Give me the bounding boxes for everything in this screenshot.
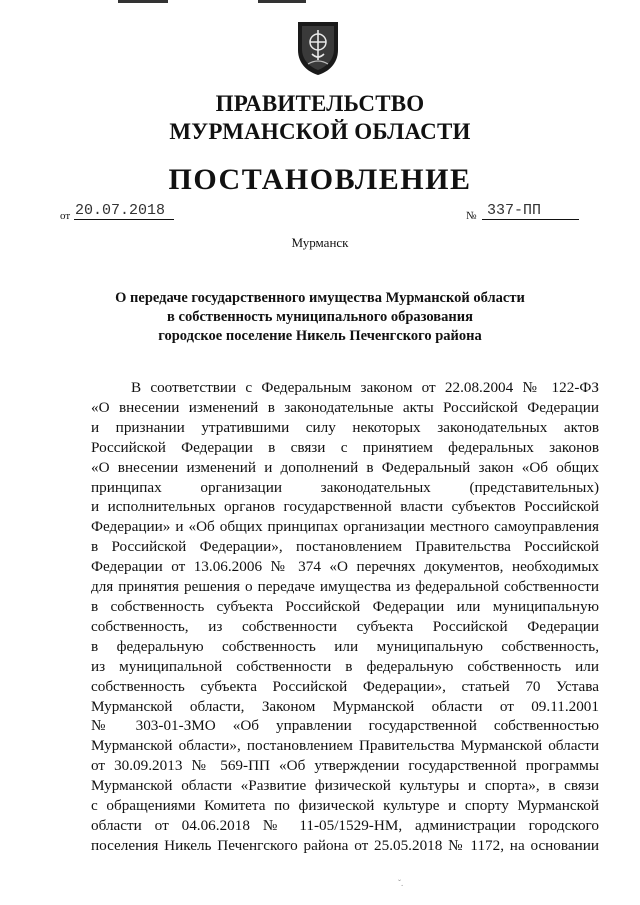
body-line: поселения Никель Печенгского района от 25.05.2018 № 1172, на основании <box>91 836 599 854</box>
body-line: Мурманской области, Законом Мурманской области от 09.11.2001 <box>91 697 599 715</box>
body-line: с обращениями Комитета по физической культуре и спорту Мурманской <box>91 797 599 815</box>
body-line: Федерации от 13.06.2006 № 374 «О перечнях документов, необходимых <box>91 558 599 576</box>
subject-line: в собственность муниципального образования <box>167 309 473 325</box>
body-line: Российской Федерации в связи с принятием федеральных законов <box>91 438 599 456</box>
body-text <box>91 378 599 856</box>
body-line: из муниципальной собственности в федеральную собственность или <box>91 657 599 675</box>
number-prefix: № <box>466 210 477 222</box>
body-line: Мурманской области», постановлением Правительства Мурманской области <box>91 737 599 755</box>
body-line: области от 04.06.2018 № 11-05/1529-НМ, администрации городского <box>91 816 599 834</box>
body-line: № 303-01-ЗМО «Об управлении государственной собственностью <box>91 717 599 735</box>
scan-artifact-left <box>118 0 168 3</box>
body-line: в Российской Федерации», постановлением Правительства Российской <box>91 538 599 556</box>
coat-of-arms-icon <box>296 20 340 76</box>
subject-line: городское поселение Никель Печенгского района <box>158 328 482 344</box>
government-title-line2: МУРМАНСКОЙ ОБЛАСТИ <box>169 119 471 144</box>
body-line: собственность субъекта Российской Федерации», статьей 70 Устава <box>91 677 599 695</box>
body-line: В соответствии с Федеральным законом от 22.08.2004 № 122-ФЗ <box>131 379 599 396</box>
body-line: «О внесении изменений в законодательные акты Российской Федерации <box>91 398 599 416</box>
body-line: от 30.09.2013 № 569-ПП «Об утверждении государственной программы <box>91 757 599 775</box>
scan-speck: ˇ. <box>398 878 404 888</box>
body-line: для принятия решения о передаче имущества из федеральной собственности <box>91 578 599 596</box>
body-line: в федеральную собственность или муниципальную собственность, <box>91 637 599 655</box>
government-title-line1: ПРАВИТЕЛЬСТВО <box>215 91 425 116</box>
body-line: в собственность субъекта Российской Федерации или муниципальную <box>91 597 599 615</box>
date-underline <box>74 219 174 220</box>
body-line: принципах организации законодательных (представительных) <box>91 478 599 496</box>
body-line: и исполнительных органов государственной власти субъектов Российской <box>91 498 599 516</box>
issue-city: Мурманск <box>291 235 349 250</box>
body-line: Федерации» и «Об общих принципах организации местного самоуправления <box>91 518 599 536</box>
document-subject <box>0 289 640 346</box>
body-line: собственность, из собственности субъекта Российской Федерации <box>91 617 599 635</box>
number-underline <box>482 219 579 220</box>
document-date: 20.07.2018 <box>75 202 166 219</box>
body-line: Мурманской области «Развитие физической культуры и спорта», в связи <box>91 777 599 795</box>
date-prefix: от <box>60 210 71 222</box>
scan-artifact-right <box>258 0 306 3</box>
body-line: «О внесении изменений и дополнений в Федеральный закон «Об общих <box>91 458 599 476</box>
body-line: и признании утратившими силу некоторых законодательных актов <box>91 418 599 436</box>
subject-line: О передаче государственного имущества Мурманской области <box>115 290 525 306</box>
document-type-title: ПОСТАНОВЛЕНИЕ <box>168 163 472 196</box>
document-number: 337-ПП <box>487 202 542 219</box>
